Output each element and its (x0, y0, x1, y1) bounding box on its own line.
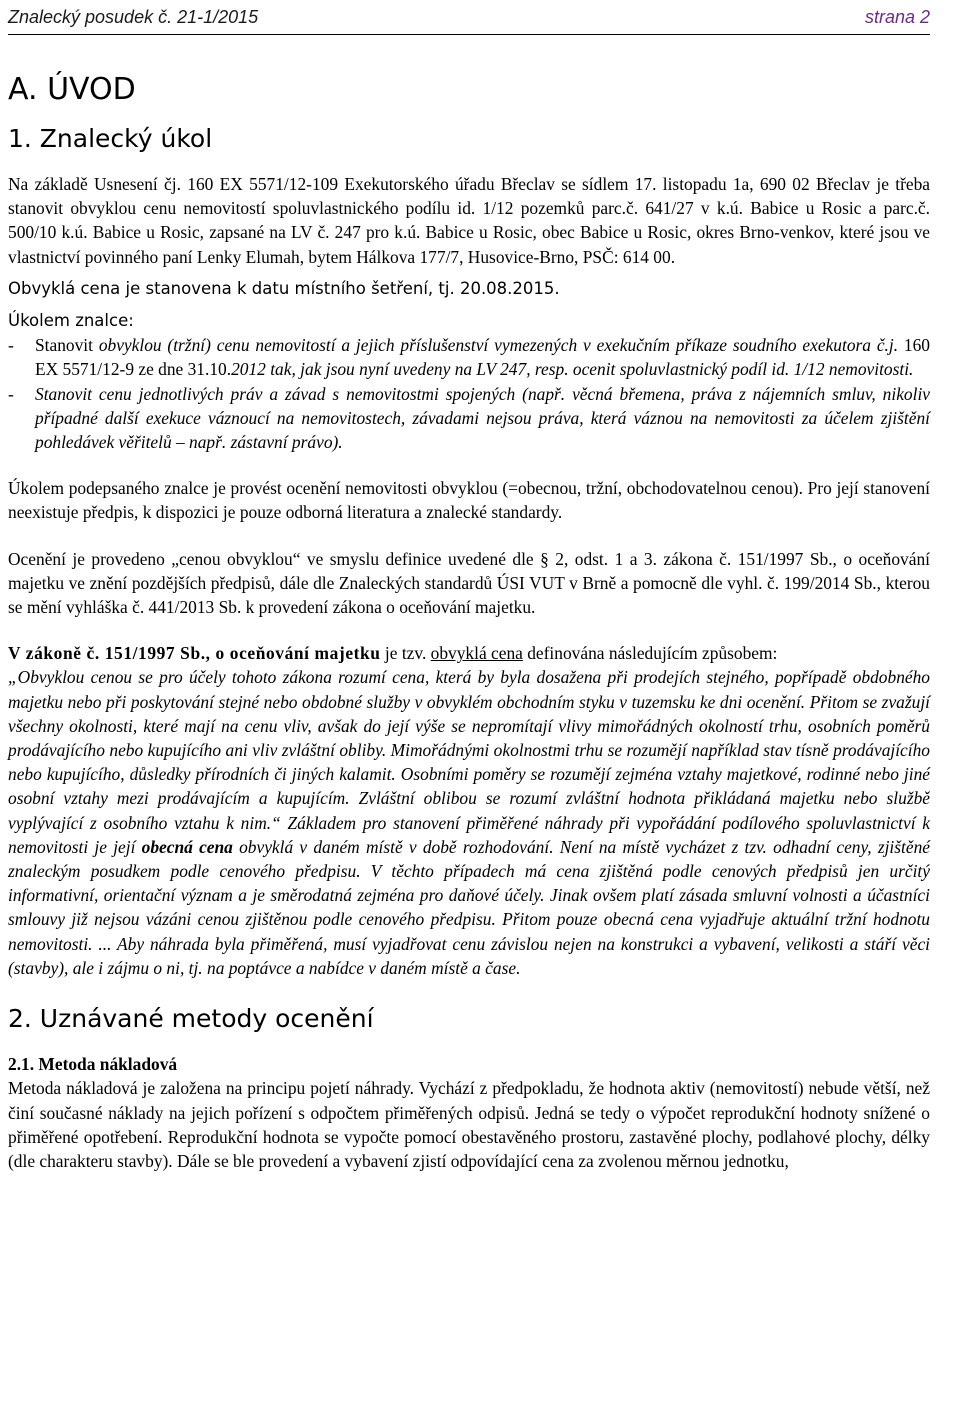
paragraph-expert-task: Úkolem podepsaného znalce je provést ocenění nemovitosti obvyklou (=obecnou, tržní, obchodovatelnou cenou). Pro její stanovení neexistuje předpis, k dispozici je pouze odborná literatura a znalecké standardy. (8, 478, 930, 523)
document-body (8, 70, 930, 1173)
list-dash: - (8, 383, 14, 404)
document-title: Znalecký posudek č. 21-1/2015 (8, 7, 259, 27)
list-item (8, 382, 930, 455)
section-heading: 1. Znalecký úkol (8, 124, 213, 153)
paragraph-valuation-date: Obvyklá cena je stanovena k datu místního šetření, tj. 20.08.2015. (8, 278, 560, 298)
quote-part-1: „Obvyklou cenou se pro účely tohoto zákona rozumí cena, která by byla dosažena při prodejích stejného, popřípadě obdobného majetku nebo při poskytování stejné nebo obdobné služby v obvyklém obchodním styku v tuzemsku ke dni ocenění. Přitom se zvažují všechny okolnosti, které mají na cenu vliv, avšak do její výše se nepromítají vlivy mimořádných okolností trhu, osobních poměrů prodávajícího nebo kupujícího ani vliv zvláštní obliby. Mimořádnými okolnostmi trhu se rozumějí například stav tísně prodávajícího nebo kupujícího, důsledky přírodních či jiných kalamit. Osobními poměry se rozumějí zejména vztahy majetkové, rodinné nebo jiné osobní vztahy mezi prodávajícím a kupujícím. Zvláštní oblibou se rozumí zvláštní hodnota přikládaná majetku nebo službě vyplývající z osobního vztahu k nim.“ Základem pro stanovení přiměřené náhrady při vypořádání podílového spoluvlastnictví k nemovitosti je její (8, 667, 930, 857)
task-title: Úkolem znalce: (8, 311, 134, 331)
law-text-end: definována následujícím způsobem: (522, 643, 778, 664)
item1-part-c: 160 EX 5571/12-9 ze dne 31.10. (35, 335, 930, 380)
paragraph-cost-method: Metoda nákladová je založena na principu pojetí náhrady. Vychází z předpokladu, že hodnota aktiv (nemovitostí) nebude větší, než činí současné náklady na jejich pořízení s odpočtem přiměřených odpisů. Jedná se tedy o výpočet reprodukční hodnoty snížené o přiměřené opotřebení. Reprodukční hodnota se vypočte pomocí obestavěného prostoru, zastavěné plochy, podlahové plochy, délky (dle charakteru stavby). Dále se ble provedení a vybavení zjistí odpovídající cena za zvolenou měrnou jednotku, (8, 1078, 930, 1171)
item1-part-b: obvyklou (tržní) cenu nemovitostí a jejich příslušenství vymezených v exekučním příkaze soudního exekutora č.j. (98, 335, 904, 356)
chapter-heading: A. ÚVOD (8, 72, 136, 107)
paragraph-legal-basis: Ocenění je provedeno „cenou obvyklou“ ve smyslu definice uvedené dle § 2, odst. 1 a 3. zákona č. 151/1997 Sb., o oceňování majetku ve znění pozdějších předpisů, dále dle Znaleckých standardů ÚSI VUT v Brně a pomocně dle vyhl. č. 199/2014 Sb., kterou se mění vyhláška č. 441/2013 Sb. k provedení zákona o oceňování majetku. (8, 548, 930, 618)
quote-part-2: obvyklá v daném místě v době rozhodování. Není na místě vycházet z tzv. odhadní ceny, zjištěné znaleckým posudkem podle cenového předpisu. V těchto případech má cena zjištěná podle cenových předpisů jen určitý informativní, orientační význam a je směrodatná zejména pro daňové účely. Jinak ovšem platí zásada smluvní volnosti a účastníci smlouvy již nejsou vázáni cenou zjištěnou podle cenového předpisu. Přitom pouze obecná cena vyjadřuje aktuální tržní hodnotu nemovitosti. ... Aby náhrada byla přiměřená, musí vyjadřovat cenu závislou nejen na konstrukci a vybavení, velikosti a stáří věci (stavby), ale i zájmu o ni, tj. na poptávce a nabídce v daném místě a čase. (8, 836, 930, 978)
law-text-mid: je tzv. (380, 643, 431, 664)
list-dash: - (8, 335, 14, 356)
law-quote (8, 665, 930, 980)
page-header (8, 0, 930, 35)
section-heading: 2. Uznávané metody ocenění (8, 1004, 374, 1034)
quote-bold-term: obecná cena (141, 836, 233, 857)
item1-part-d: 2012 tak, jak jsou nyní uvedeny na LV 247, resp. ocenit spoluvlastnický podíl id. 1/12 nemovitosti. (231, 359, 914, 380)
subsection-title: 2.1. Metoda nákladová (8, 1054, 178, 1075)
item1-part-a: Stanovit (35, 335, 99, 356)
usual-price-term: obvyklá cena (430, 643, 523, 664)
list-item (8, 333, 930, 381)
paragraph-law-definition (8, 641, 930, 665)
item2-text: Stanovit cenu jednotlivých práv a závad s nemovitostmi spojených (např. věcná břemena, práva z nájemních smluv, nikoliv případné další exekuce váznoucí na nemovitostech, závadami nejsou práva, která váznou na nemovitosti za účelem zjištění pohledávek věřitelů – např. zástavní právo). (35, 383, 930, 453)
law-name: V zákoně č. 151/1997 Sb., o oceňování majetku (8, 643, 381, 664)
paragraph-assignment: Na základě Usnesení čj. 160 EX 5571/12-109 Exekutorského úřadu Břeclav se sídlem 17. listopadu 1a, 690 02 Břeclav je třeba stanovit obvyklou cenu nemovitostí spoluvlastnického podílu id. 1/12 pozemků parc.č. 641/27 v k.ú. Babice u Rosic a parc.č. 500/10 k.ú. Babice u Rosic, zapsané na LV č. 247 pro k.ú. Babice u Rosic, obec Babice u Rosic, okres Brno-venkov, které jsou ve vlastnictví povinného paní Lenky Elumah, bytem Hálkova 177/7, Husovice-Brno, PSČ: 614 00. (8, 174, 930, 267)
page-number: strana 2 (864, 7, 930, 27)
